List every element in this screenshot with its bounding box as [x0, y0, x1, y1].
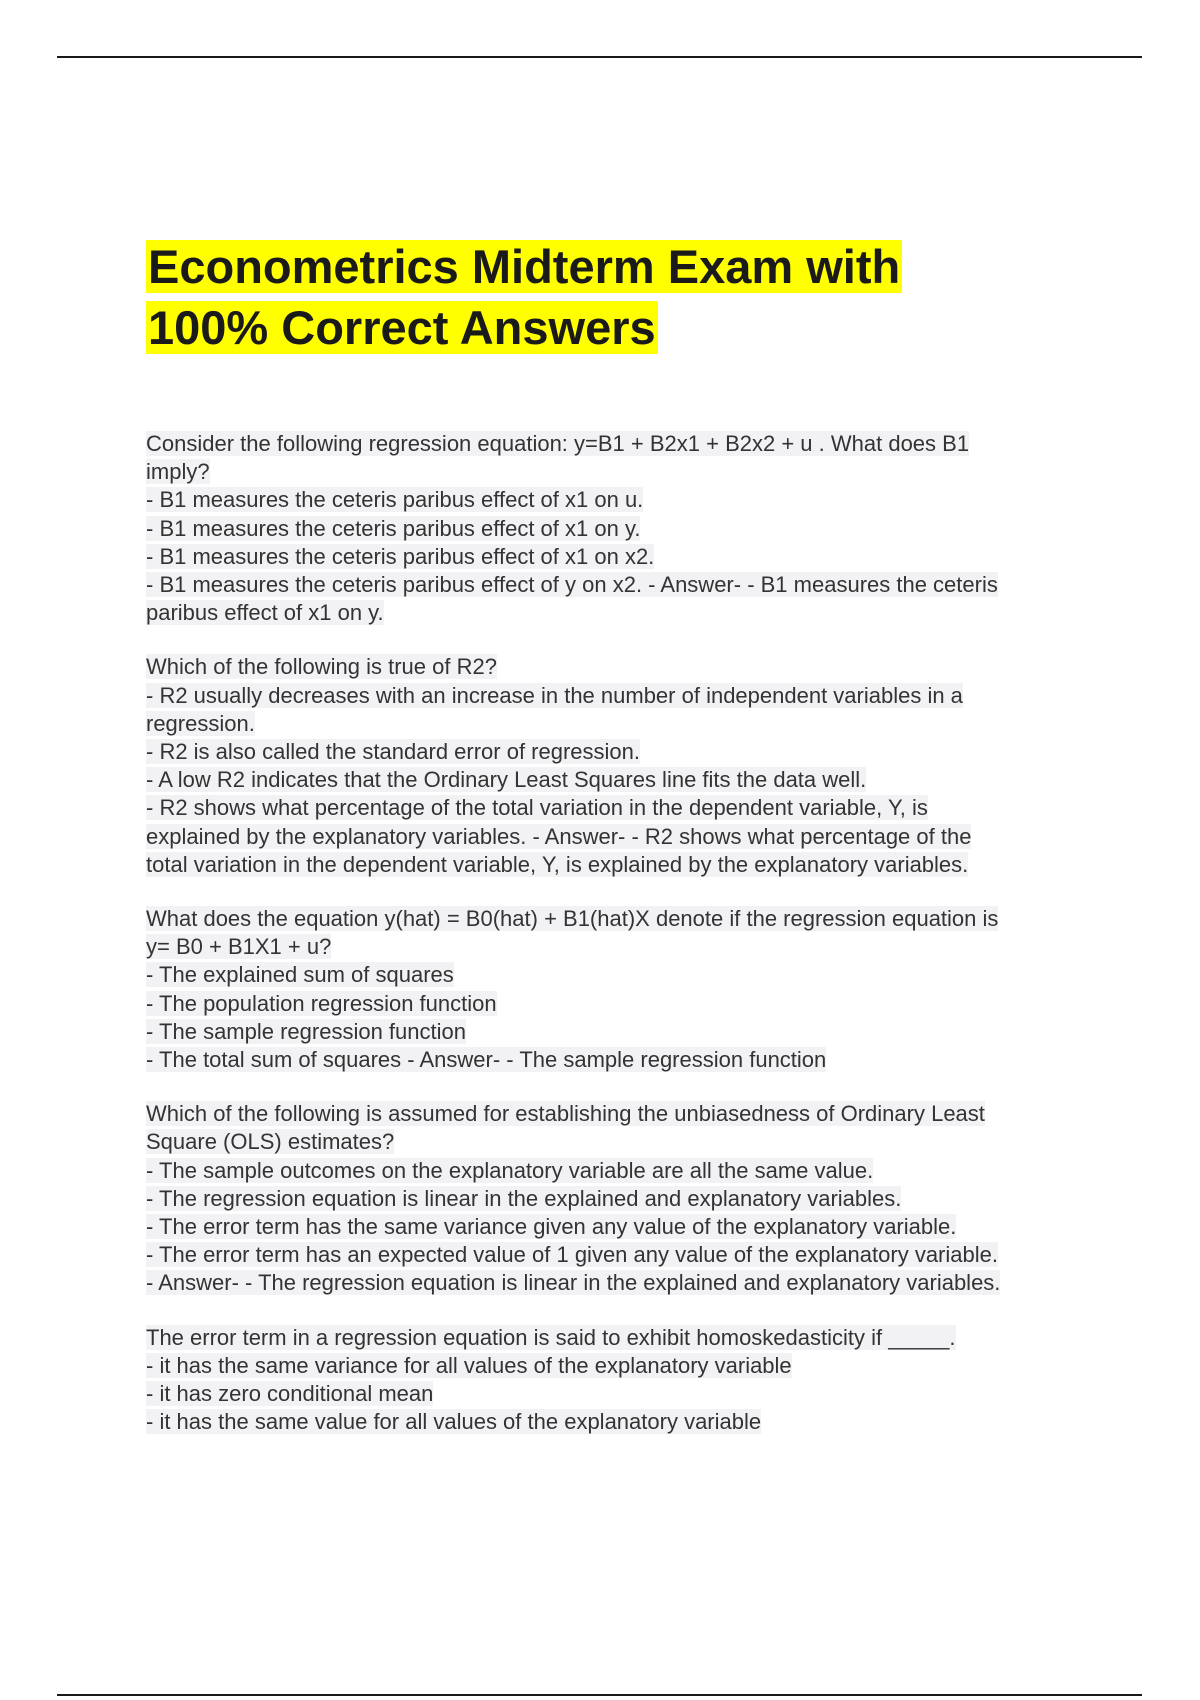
option-line — [146, 1046, 1106, 1074]
line-text: explained by the explanatory variables. - Answer- - R2 shows what percentage of the — [146, 823, 972, 849]
line-text: - The population regression function — [146, 990, 497, 1016]
title-line-1: Econometrics Midterm Exam with — [148, 240, 901, 293]
line-text: - B1 measures the ceteris paribus effect of y on x2. - Answer- - B1 measures the ceteris — [146, 572, 998, 598]
option-line — [146, 458, 1106, 486]
line-text: - B1 measures the ceteris paribus effect of x1 on x2. — [146, 543, 655, 569]
line-text: - The sample outcomes on the explanatory variable are all the same value. — [146, 1157, 874, 1183]
option-line — [146, 1269, 1106, 1297]
bottom-rule — [57, 1694, 1142, 1696]
option-line — [146, 823, 1106, 851]
option-line — [146, 1157, 1106, 1185]
question-block — [146, 653, 1106, 879]
line-text: - B1 measures the ceteris paribus effect of x1 on u. — [146, 487, 644, 513]
question-block — [146, 1324, 1106, 1437]
question-text-line — [146, 1100, 1106, 1128]
option-line — [146, 738, 1106, 766]
option-line — [146, 1380, 1106, 1408]
line-text: - The regression equation is linear in the explained and explanatory variables. — [146, 1185, 902, 1211]
option-line — [146, 1408, 1106, 1436]
line-text: paribus effect of x1 on y. — [146, 600, 384, 626]
line-text: - The total sum of squares - Answer- - The sample regression function — [146, 1047, 827, 1073]
question-text-line — [146, 430, 1106, 458]
option-line — [146, 599, 1106, 627]
question-text-line — [146, 905, 1106, 933]
line-text: imply? — [146, 459, 210, 485]
question-text-line — [146, 653, 1106, 681]
question-block — [146, 430, 1106, 627]
option-line — [146, 1352, 1106, 1380]
line-text: - R2 usually decreases with an increase in the number of independent variables in a — [146, 682, 963, 708]
question-block — [146, 905, 1106, 1074]
option-line — [146, 486, 1106, 514]
line-text: What does the equation y(hat) = B0(hat) + B1(hat)X denote if the regression equation is — [146, 906, 999, 932]
question-block — [146, 1100, 1106, 1297]
option-line — [146, 682, 1106, 710]
line-text: - R2 is also called the standard error of regression. — [146, 739, 641, 765]
line-text: The error term in a regression equation is said to exhibit homoskedasticity if _____. — [146, 1324, 956, 1350]
top-rule — [57, 56, 1142, 58]
line-text: Square (OLS) estimates? — [146, 1129, 395, 1155]
line-text: total variation in the dependent variable, Y, is explained by the explanatory variables. — [146, 851, 969, 877]
line-text: - The error term has an expected value of 1 given any value of the explanatory variable. — [146, 1242, 998, 1268]
line-text: - R2 shows what percentage of the total variation in the dependent variable, Y, is — [146, 795, 928, 821]
line-text: - The error term has the same variance given any value of the explanatory variable. — [146, 1214, 957, 1240]
option-line — [146, 990, 1106, 1018]
line-text: Which of the following is assumed for establishing the unbiasedness of Ordinary Least — [146, 1101, 985, 1127]
line-text: - it has the same variance for all values of the explanatory variable — [146, 1352, 792, 1378]
line-text: - A low R2 indicates that the Ordinary Least Squares line fits the data well. — [146, 767, 867, 793]
line-text: - The explained sum of squares — [146, 962, 454, 988]
line-text: - B1 measures the ceteris paribus effect of x1 on y. — [146, 515, 641, 541]
option-line — [146, 1241, 1106, 1269]
option-line — [146, 961, 1106, 989]
line-text: - it has the same value for all values of the explanatory variable — [146, 1409, 762, 1435]
line-text: - Answer- - The regression equation is linear in the explained and explanatory variables. — [146, 1270, 1001, 1296]
option-line — [146, 571, 1106, 599]
line-text: regression. — [146, 710, 255, 736]
option-line — [146, 794, 1106, 822]
option-line — [146, 933, 1106, 961]
option-line — [146, 710, 1106, 738]
line-text: - it has zero conditional mean — [146, 1381, 434, 1407]
option-line — [146, 851, 1106, 879]
document-title — [146, 236, 902, 358]
document-body — [146, 430, 1106, 1463]
option-line — [146, 515, 1106, 543]
line-text: Which of the following is true of R2? — [146, 654, 497, 680]
option-line — [146, 1213, 1106, 1241]
line-text: y= B0 + B1X1 + u? — [146, 934, 332, 960]
line-text: Consider the following regression equation: y=B1 + B2x1 + B2x2 + u . What does B1 — [146, 431, 970, 456]
option-line — [146, 766, 1106, 794]
option-line — [146, 1018, 1106, 1046]
title-line-2: 100% Correct Answers — [148, 301, 656, 354]
option-line — [146, 1185, 1106, 1213]
line-text: - The sample regression function — [146, 1018, 466, 1044]
option-line — [146, 1128, 1106, 1156]
option-line — [146, 543, 1106, 571]
question-text-line — [146, 1324, 1106, 1352]
